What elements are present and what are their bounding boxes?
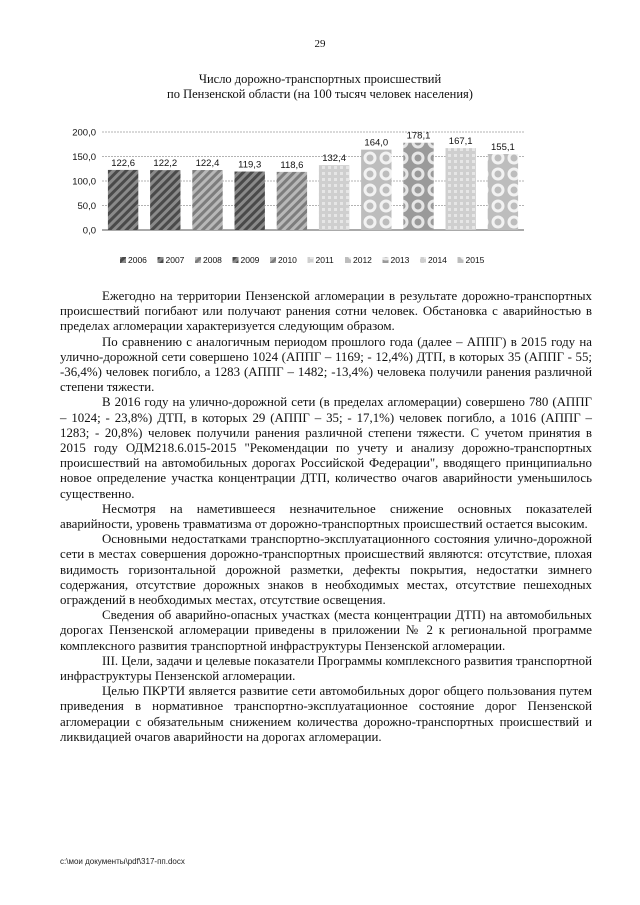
chart-bars: [108, 143, 518, 230]
bar-chart: [58, 118, 528, 280]
legend-label: 2015: [465, 255, 485, 265]
legend-swatch: [120, 257, 126, 263]
bar: [150, 170, 180, 230]
legend-label: 2014: [428, 255, 447, 265]
bar: [192, 170, 222, 230]
paragraph: Целью ПКРТИ является развитие сети автомобильных дорог общего пользования путем приведения в нормативное транспортно-эксплуатационное состояние дорог Пензенской агломерации с обязательным снижением количества дорожно-транспортных происшествий и ликвидацией очагов аварийности на дорогах агломерации.: [60, 684, 592, 744]
bar: [108, 170, 138, 230]
legend-label: 2012: [353, 255, 372, 265]
paragraph: В 2016 году на улично-дорожной сети (в пределах агломерации) совершено 780 (АППГ – 1024; - 23,8%) ДТП, в которых 29 (АППГ – 35; - 17,1%) человек погибло, а 1016 (АППГ – 1283; - 20,8%) человек получили ранения различной степени тяжести. С учетом принятия в 2015 году ОДМ218.6.015-2015 "Рекомендации по учету и анализу дорожно-транспортных происшествий на автомобильных дорогах Российской Федерации", вводящего принципиально новое определение участка концентрации ДТП, количество очагов аварийности уменьшилось существенно.: [60, 395, 592, 501]
bar: [488, 154, 518, 230]
legend-label: 2007: [165, 255, 185, 265]
bar: [319, 165, 349, 230]
y-tick-label: 150,0: [72, 152, 96, 163]
bar-value-label: 178,1: [406, 130, 431, 142]
chart-title: [60, 72, 580, 102]
y-axis-ticks: [72, 128, 96, 237]
legend-swatch: [458, 257, 464, 263]
bar-value-label: 167,1: [448, 136, 473, 148]
legend-swatch: [383, 257, 389, 263]
legend-swatch: [308, 257, 314, 263]
y-tick-label: 0,0: [82, 225, 96, 237]
chart-title-line-1: Число дорожно-транспортных происшествий: [198, 72, 442, 86]
paragraph: По сравнению с аналогичным периодом прошлого года (далее – АППГ) в 2015 году на улично-дорожной сети совершено 1024 (АППГ – 1169; - 12,4%) ДТП, в которых 35 (АППГ - 55; -36,4%) человек погибло, а 1283 (АППГ – 1482; -13,4%) человека получили ранения различной степени тяжести.: [60, 334, 592, 395]
y-tick-label: 100,0: [72, 176, 96, 188]
bar-value-label: 122,4: [195, 158, 220, 170]
legend-swatch: [345, 257, 351, 263]
legend-swatch: [233, 257, 239, 263]
bar-value-label: 118,6: [280, 159, 304, 171]
paragraph: Сведения об аварийно-опасных участках (места концентрации ДТП) на автомобильных дорогах Пензенской агломерации приведены в приложении № 2 к региональной программе комплексного развития транспортной инфраструктуры Пензенской агломерации.: [60, 608, 592, 653]
legend-swatch: [420, 257, 426, 263]
bar: [446, 148, 476, 230]
paragraph: Несмотря на наметившееся незначительное снижение основных показателей аварийности, уровень травматизма от дорожно-транспортных происшествий остается высоким.: [60, 501, 592, 532]
paragraph: III. Цели, задачи и целевые показатели Программы комплексного развития транспортной инфраструктуры Пензенской агломерации.: [60, 653, 592, 684]
paragraph: Ежегодно на территории Пензенской агломерации в результате дорожно-транспортных происшествий погибают или получают ранения сотни человек. Обстановка с аварийностью в пределах агломерации характеризуется следующим образом.: [60, 289, 592, 334]
bar: [277, 172, 307, 230]
legend-swatch: [158, 257, 164, 263]
bar-value-label: 132,4: [322, 153, 346, 165]
legend-label: 2013: [390, 255, 410, 265]
legend-label: 2009: [240, 255, 260, 265]
y-tick-label: 200,0: [72, 127, 96, 139]
bar-value-label: 155,1: [491, 142, 515, 154]
file-path-footer: c:\мои документы\pdf\317-пп.docx: [60, 857, 185, 866]
chart-legend: [120, 255, 485, 265]
page-number: 29: [314, 38, 326, 50]
legend-swatch: [195, 257, 201, 263]
chart-title-line-2: по Пензенской области (на 100 тысяч человек населения): [167, 87, 473, 101]
bar: [235, 172, 265, 230]
legend-swatch: [270, 257, 276, 263]
bar-value-label: 122,2: [153, 158, 178, 170]
legend-label: 2006: [128, 255, 147, 265]
legend-label: 2010: [278, 255, 297, 265]
body-text: [60, 289, 592, 745]
legend-label: 2008: [203, 255, 222, 265]
paragraph: Основными недостатками транспортно-эксплуатационного состояния улично-дорожной сети в местах совершения дорожно-транспортных происшествий являются: отсутствие, плохая видимость горизонтальной дорожной разметки, дефекты покрытия, недостатки зимнего содержания, отсутствие дорожных знаков в необходимых местах, отсутствие пешеходных ограждений в необходимых местах, отсутствие освещения.: [60, 532, 592, 608]
bar-value-label: 122,6: [111, 157, 135, 169]
bar: [403, 143, 433, 230]
bar-value-label: 119,3: [238, 159, 262, 171]
bar: [361, 150, 391, 230]
legend-label: 2011: [315, 255, 334, 265]
y-tick-label: 50,0: [77, 201, 96, 212]
bar-value-label: 164,0: [364, 137, 389, 149]
